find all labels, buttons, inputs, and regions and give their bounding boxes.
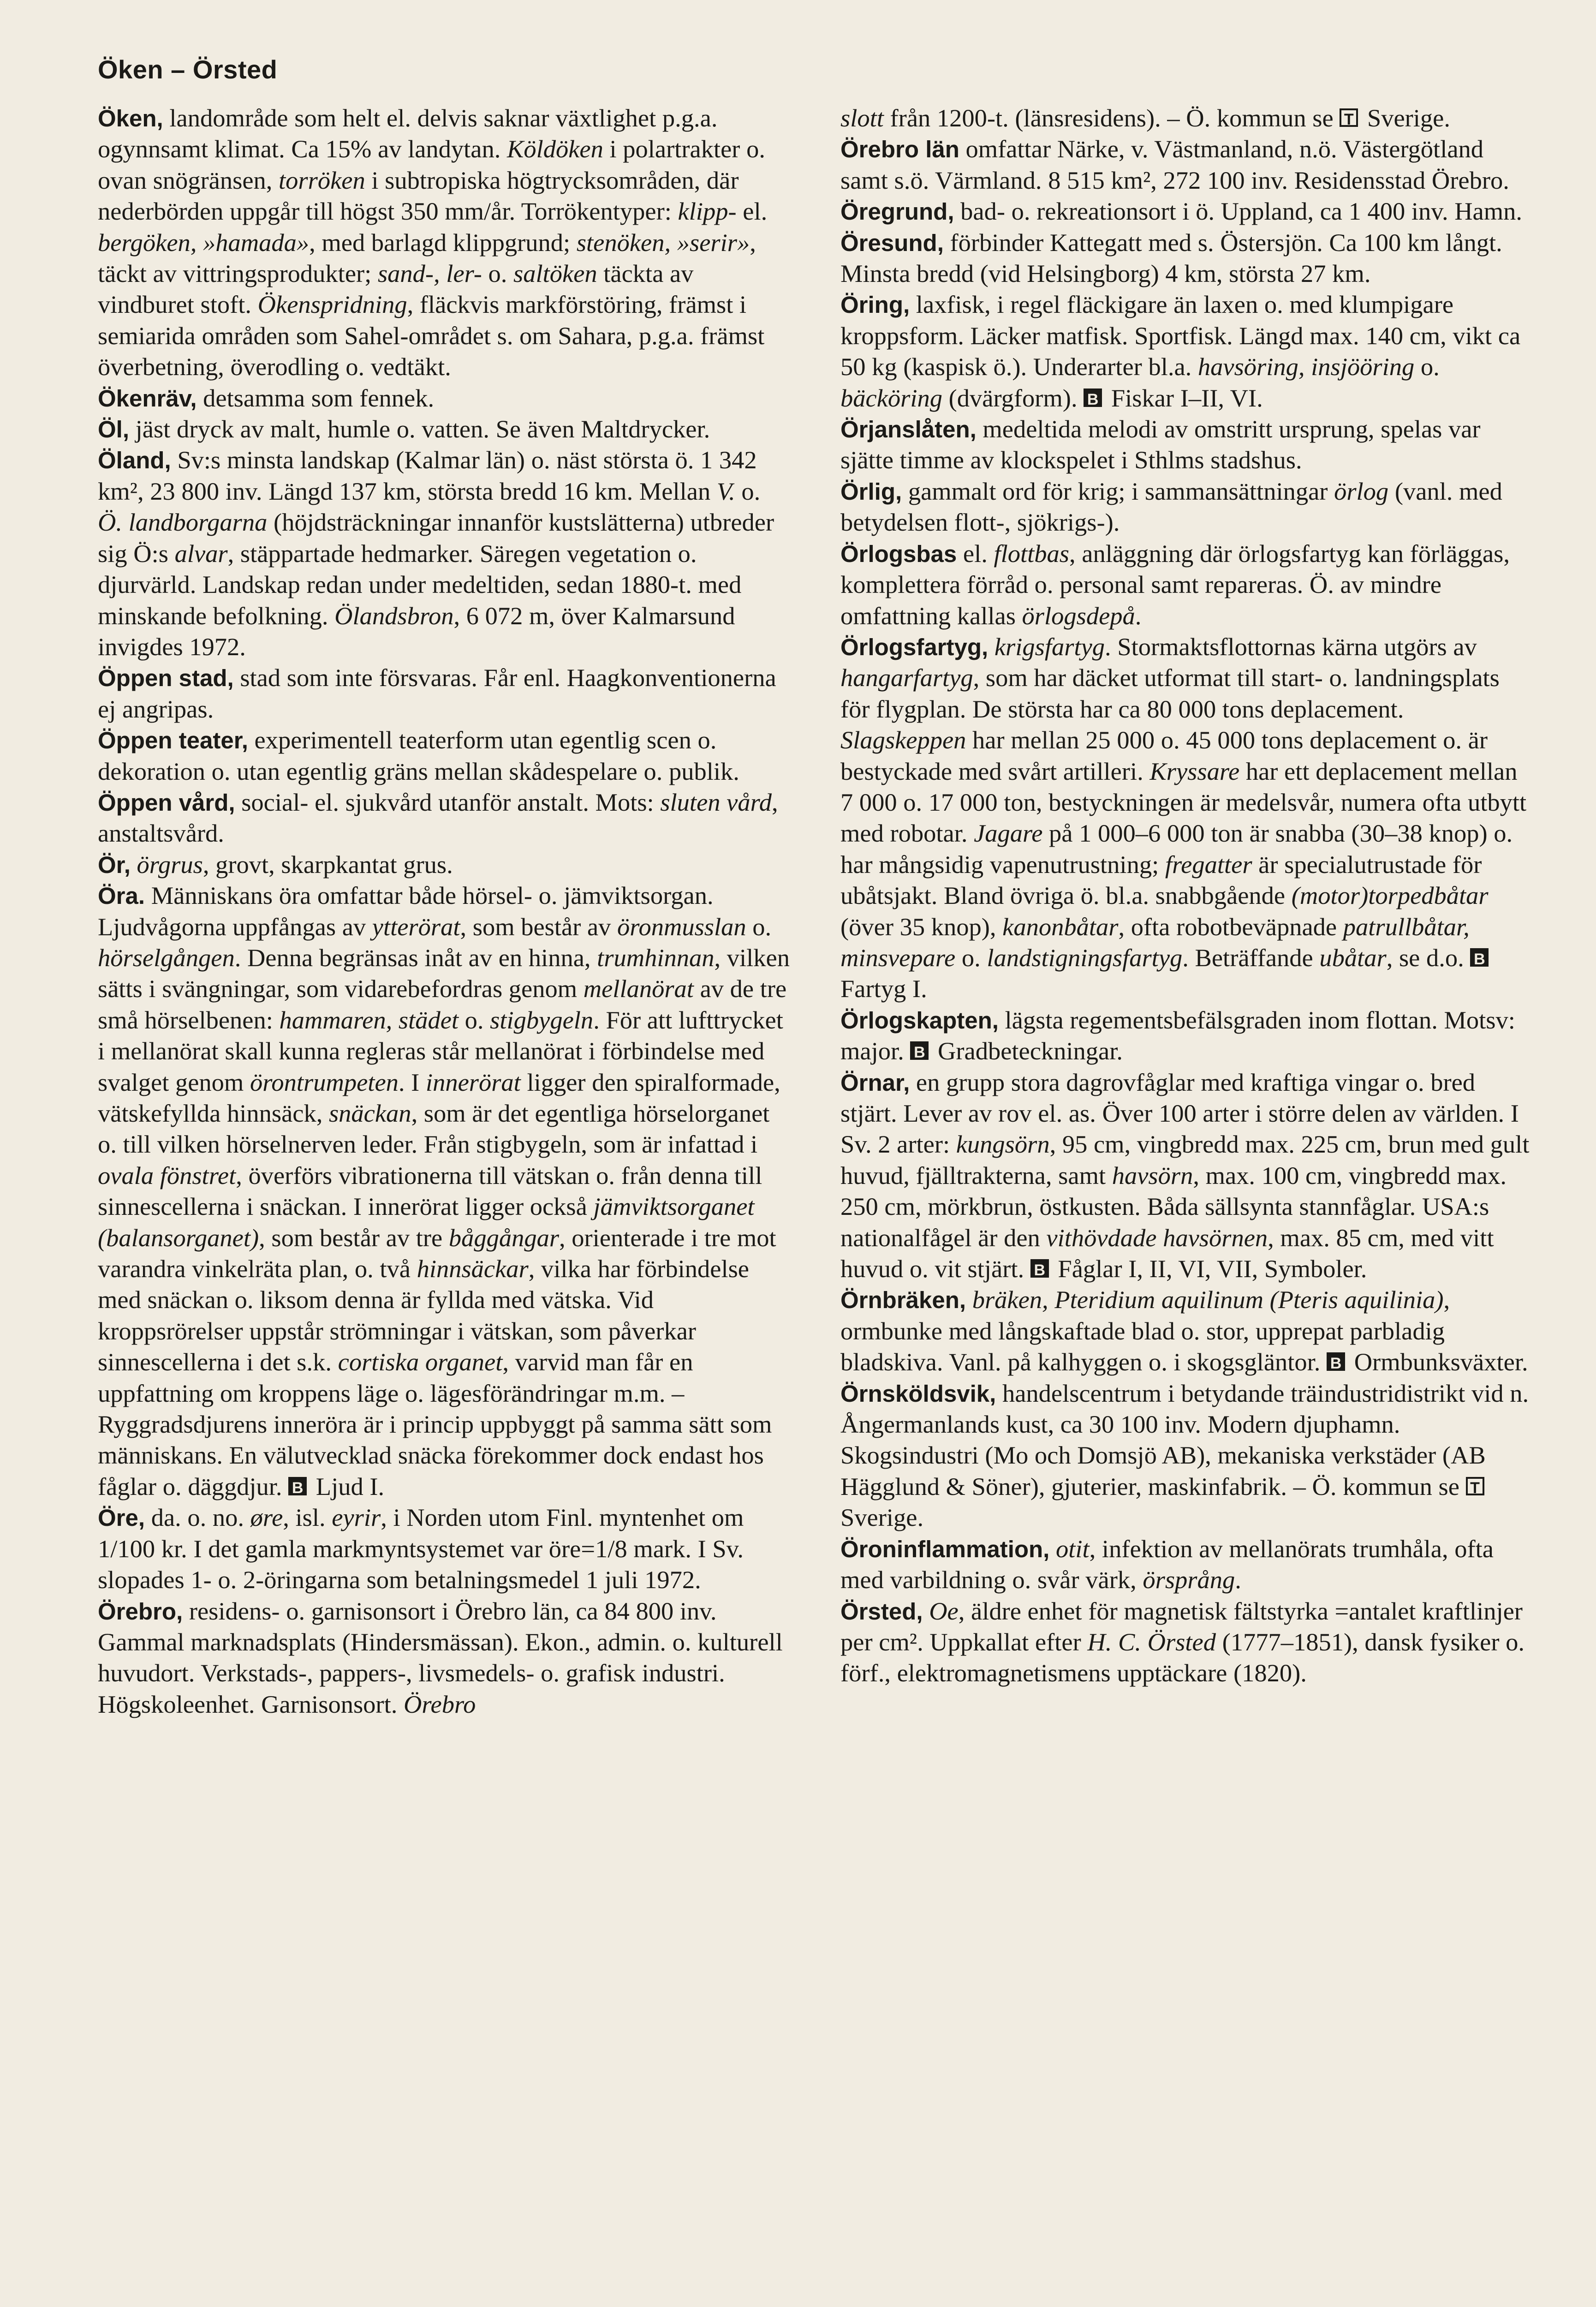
entry-or: Ör, örgrus, grovt, skarpkantat grus.: [98, 850, 453, 879]
running-head: Öken – Örsted: [98, 55, 278, 84]
headword: Örlig,: [840, 478, 902, 505]
image-ref-icon: B: [1327, 1352, 1345, 1371]
headword: Örnbräken,: [840, 1287, 966, 1314]
headword: Öresund,: [840, 229, 944, 256]
entry-orebro-lan: Örebro län omfattar Närke, v. Västmanland, n.ö. Västergötland samt s.ö. Värmland. 8 515 km², 272 100 inv. Residensstad Örebro.: [840, 135, 1509, 194]
entry-oppen-stad: Öppen stad, stad som inte försvaras. Får enl. Haagkonventionerna ej angripas.: [98, 663, 776, 723]
entry-orebro-continued: slott från 1200-t. (länsresidens). – Ö. kommun se T Sverige.: [840, 104, 1450, 132]
left-column: [98, 102, 790, 1720]
headword: Öring,: [840, 292, 910, 318]
headword: Öken,: [98, 105, 163, 131]
entry-okenrav: Ökenräv, detsamma som fennek.: [98, 383, 435, 412]
entry-oppen-teater: Öppen teater, experimentell teaterform utan egentlig scen o. dekoration o. utan egentlig gräns mellan skådespelare o. publik.: [98, 726, 739, 785]
entry-orsted: Örsted, Oe, äldre enhet för magnetisk fältstyrka =antalet kraftlinjer per cm². Uppkallat efter H. C. Örsted (1777–1851), dansk fysiker o. förf., elektromagnetismens upptäckare (1820).: [840, 1596, 1525, 1687]
headword: Öra.: [98, 883, 145, 909]
entry-oland: Öland, Sv:s minsta landskap (Kalmar län) o. näst största ö. 1 342 km², 23 800 inv. Längd 137 km, största bredd 16 km. Mellan V. o. Ö. landborgarna (höjdsträckningar innanför kustslätterna) utbreder sig Ö:s alvar, stäppartade hedmarker. Säregen vegetation o. djurvärld. Landskap redan under medeltiden, sedan 1880-t. med minskande befolkning. Ölandsbron, 6 072 m, över Kalmarsund invigdes 1972.: [98, 446, 774, 661]
entry-orlogskapten: Örlogskapten, lägsta regementsbefälsgraden inom flottan. Motsv: major. B Gradbeteckningar.: [840, 1005, 1515, 1065]
image-ref-icon: B: [288, 1477, 307, 1495]
headword: Örjanslåten,: [840, 416, 977, 443]
entry-orebro: Örebro, residens- o. garnisonsort i Örebro län, ca 84 800 inv. Gammal marknadsplats (Hindersmässan). Ekon., admin. o. kulturell huvudort. Verkstads-, pappers-, livsmedels- o. grafisk industri. Högskoleenhet. Garnisonsort. Örebro: [98, 1596, 783, 1718]
entry-oregrund: Öregrund, bad- o. rekreationsort i ö. Uppland, ca 1 400 inv. Hamn.: [840, 197, 1523, 226]
headword: Öl,: [98, 416, 130, 443]
headword: Öregrund,: [840, 198, 954, 225]
entry-oring: Öring, laxfisk, i regel fläckigare än laxen o. med klumpigare kroppsform. Läcker matfisk. Sportfisk. Längd max. 140 cm, vikt ca 50 kg (kaspisk ö.). Underarter bl.a. havsöring, insjööring o. bäcköring (dvärgform). B Fiskar I–II, VI.: [840, 290, 1521, 412]
entry-orlogsfartyg: Örlogsfartyg, krigsfartyg. Stormaktsflottornas kärna utgörs av hangarfartyg, som har däcket utformat till start- o. landningsplats för flygplan. De största har ca 80 000 tons deplacement. Slagskeppen har mellan 25 000 o. 45 000 tons deplacement o. är bestyckade med svårt artilleri. Kryssare har ett deplacement mellan 7 000 o. 17 000 ton, bestyckningen är medelsvår, numera ofta utbytt med robotar. Jagare på 1 000–6 000 ton är snabba (30–38 knop) o. har mångsidig vapenutrustning; fregatter är specialutrustade för ubåtsjakt. Bland övriga ö. bl.a. snabbgående (motor)torpedbåtar (över 35 knop), kanonbåtar, ofta robotbeväpnade patrullbåtar, minsvepare o. landstigningsfartyg. Beträffande ubåtar, se d.o. B Fartyg I.: [840, 632, 1527, 1003]
headword: Ör,: [98, 851, 131, 878]
entry-oken: Öken, landområde som helt el. delvis saknar växtlighet p.g.a. ogynnsamt klimat. Ca 15% av landytan. Köldöken i polartrakter o. ovan snögränsen, torröken i subtropiska högtrycksområden, där nederbörden uppgår till högst 350 mm/år. Torrökentyper: klipp- el. bergöken, »hamada», med barlagd klippgrund; stenöken, »serir», täckt av vittringsprodukter; sand-, ler- o. saltöken täckta av vindburet stoft. Ökenspridning, fläckvis markförstöring, främst i semiarida områden som Sahel-området s. om Sahara, p.g.a. främst överbetning, överodling o. vedtäkt.: [98, 104, 768, 381]
entry-orjanslaten: Örjanslåten, medeltida melodi av omstritt ursprung, spelas var sjätte timme av klockspelet i Sthlms stadshus.: [840, 415, 1481, 474]
headword: Öppen teater,: [98, 727, 248, 754]
headword: Örlogsbas: [840, 540, 957, 567]
image-ref-icon: B: [1084, 388, 1102, 407]
headword: Örlogsfartyg,: [840, 634, 989, 660]
table-ref-icon: T: [1340, 108, 1358, 127]
entry-ornskoldsvik: Örnsköldsvik, handelscentrum i betydande träindustridistrikt vid n. Ångermanlands kust, ca 30 100 inv. Modern djuphamn. Skogsindustri (Mo och Domsjö AB), mekaniska verkstäder (AB Hägglund & Söner), gjuterier, maskinfabrik. – Ö. kommun se T Sverige.: [840, 1379, 1529, 1532]
headword: Öroninflammation,: [840, 1536, 1050, 1562]
entry-oppen-vard: Öppen vård, social- el. sjukvård utanför anstalt. Mots: sluten vård, anstaltsvård.: [98, 788, 778, 848]
headword: Örnar,: [840, 1069, 910, 1096]
entry-ornar: Örnar, en grupp stora dagrovfåglar med kraftiga vingar o. bred stjärt. Lever av rov el. as. Över 100 arter i större delen av världen. I Sv. 2 arter: kungsörn, 95 cm, vingbredd max. 225 cm, brun med gult huvud, fjälltrakterna, samt havsörn, max. 100 cm, vingbredd max. 250 cm, mörkbrun, östkusten. Båda sällsynta stannfåglar. USA:s nationalfågel är den vithövdade havsörnen, max. 85 cm, med vitt huvud o. vit stjärt. B Fåglar I, II, VI, VII, Symboler.: [840, 1068, 1530, 1283]
headword: Öland,: [98, 447, 171, 474]
headword: Örebro län: [840, 136, 959, 163]
entry-oroninflammation: Öroninflammation, otit, infektion av mellanörats trumhåla, ofta med varbildning o. svår värk, örsprång.: [840, 1534, 1494, 1594]
entry-orlogsbas: Örlogsbas el. flottbas, anläggning där örlogsfartyg kan förläggas, komplettera förråd o. personal samt repareras. Ö. av mindre omfattning kallas örlogsdepå.: [840, 539, 1510, 630]
entry-ora: Öra. Människans öra omfattar både hörsel- o. jämviktsorgan. Ljudvågorna uppfångas av ytterörat, som består av öronmusslan o. hörselgången. Denna begränsas inåt av en hinna, trumhinnan, vilken sätts i svängningar, som vidarebefordras genom mellanörat av de tre små hörselbenen: hammaren, städet o. stigbygeln. För att lufttrycket i mellanörat skall kunna regleras står mellanörat i förbindelse med svalget genom örontrumpeten. I innerörat ligger den spiralformade, vätskefyllda hinnsäck, snäckan, som är det egentliga hörselorganet o. till vilken hörselnerven leder. Från stigbygeln, som är infattad i ovala fönstret, överförs vibrationerna till vätskan o. från denna till sinnescellerna i snäckan. I innerörat ligger också jämviktsorganet (balansorganet), som består av tre båggångar, orienterade i tre mot varandra vinkelräta plan, o. två hinnsäckar, vilka har förbindelse med snäckan o. liksom denna är fyllda med vätska. Vid kroppsrörelser uppstår strömningar i vätskan, som påverkar sinnescellerna i det s.k. cortiska organet, varvid man får en uppfattning om kroppens läge o. lägesförändringar m.m. – Ryggradsdjurens inneröra är i princip uppbyggt på samma sätt som människans. En välutvecklad snäcka förekommer dock endast hos fåglar o. däggdjur. B Ljud I.: [98, 881, 790, 1500]
entry-orlig: Örlig, gammalt ord för krig; i sammansättningar örlog (vanl. med betydelsen flott-, sjökrigs-).: [840, 477, 1502, 537]
headword: Örlogskapten,: [840, 1007, 999, 1034]
headword: Örnsköldsvik,: [840, 1380, 996, 1407]
table-ref-icon: T: [1466, 1477, 1484, 1495]
headword: Öppen vård,: [98, 789, 235, 816]
headword: Öre,: [98, 1505, 145, 1531]
image-ref-icon: B: [1470, 948, 1489, 967]
entry-ore: Öre, da. o. no. øre, isl. eyrir, i Norden utom Finl. myntenhet om 1/100 kr. I det gamla markmyntsystemet var öre=1/8 mark. I Sv. slopades 1- o. 2-öringarna som betalningsmedel 1 juli 1972.: [98, 1503, 744, 1594]
headword: Ökenräv,: [98, 385, 197, 412]
image-ref-icon: B: [910, 1041, 929, 1060]
entry-ornbraken: Örnbräken, bräken, Pteridium aquilinum (Pteris aquilinia), ormbunke med långskaftade blad o. stor, upprepat parbladig bladskiva. Vanl. på kalhyggen o. i skogsgläntor. B Ormbunksväxter.: [840, 1285, 1528, 1376]
entry-ol: Öl, jäst dryck av malt, humle o. vatten. Se även Maltdrycker.: [98, 415, 710, 443]
headword: Örebro,: [98, 1598, 183, 1625]
right-column: [840, 102, 1532, 1689]
headword: Öppen stad,: [98, 665, 234, 692]
image-ref-icon: B: [1030, 1259, 1049, 1278]
entry-oresund: Öresund, förbinder Kattegatt med s. Östersjön. Ca 100 km långt. Minsta bredd (vid Helsingborg) 4 km, största 27 km.: [840, 228, 1502, 288]
headword: Örsted,: [840, 1598, 923, 1625]
